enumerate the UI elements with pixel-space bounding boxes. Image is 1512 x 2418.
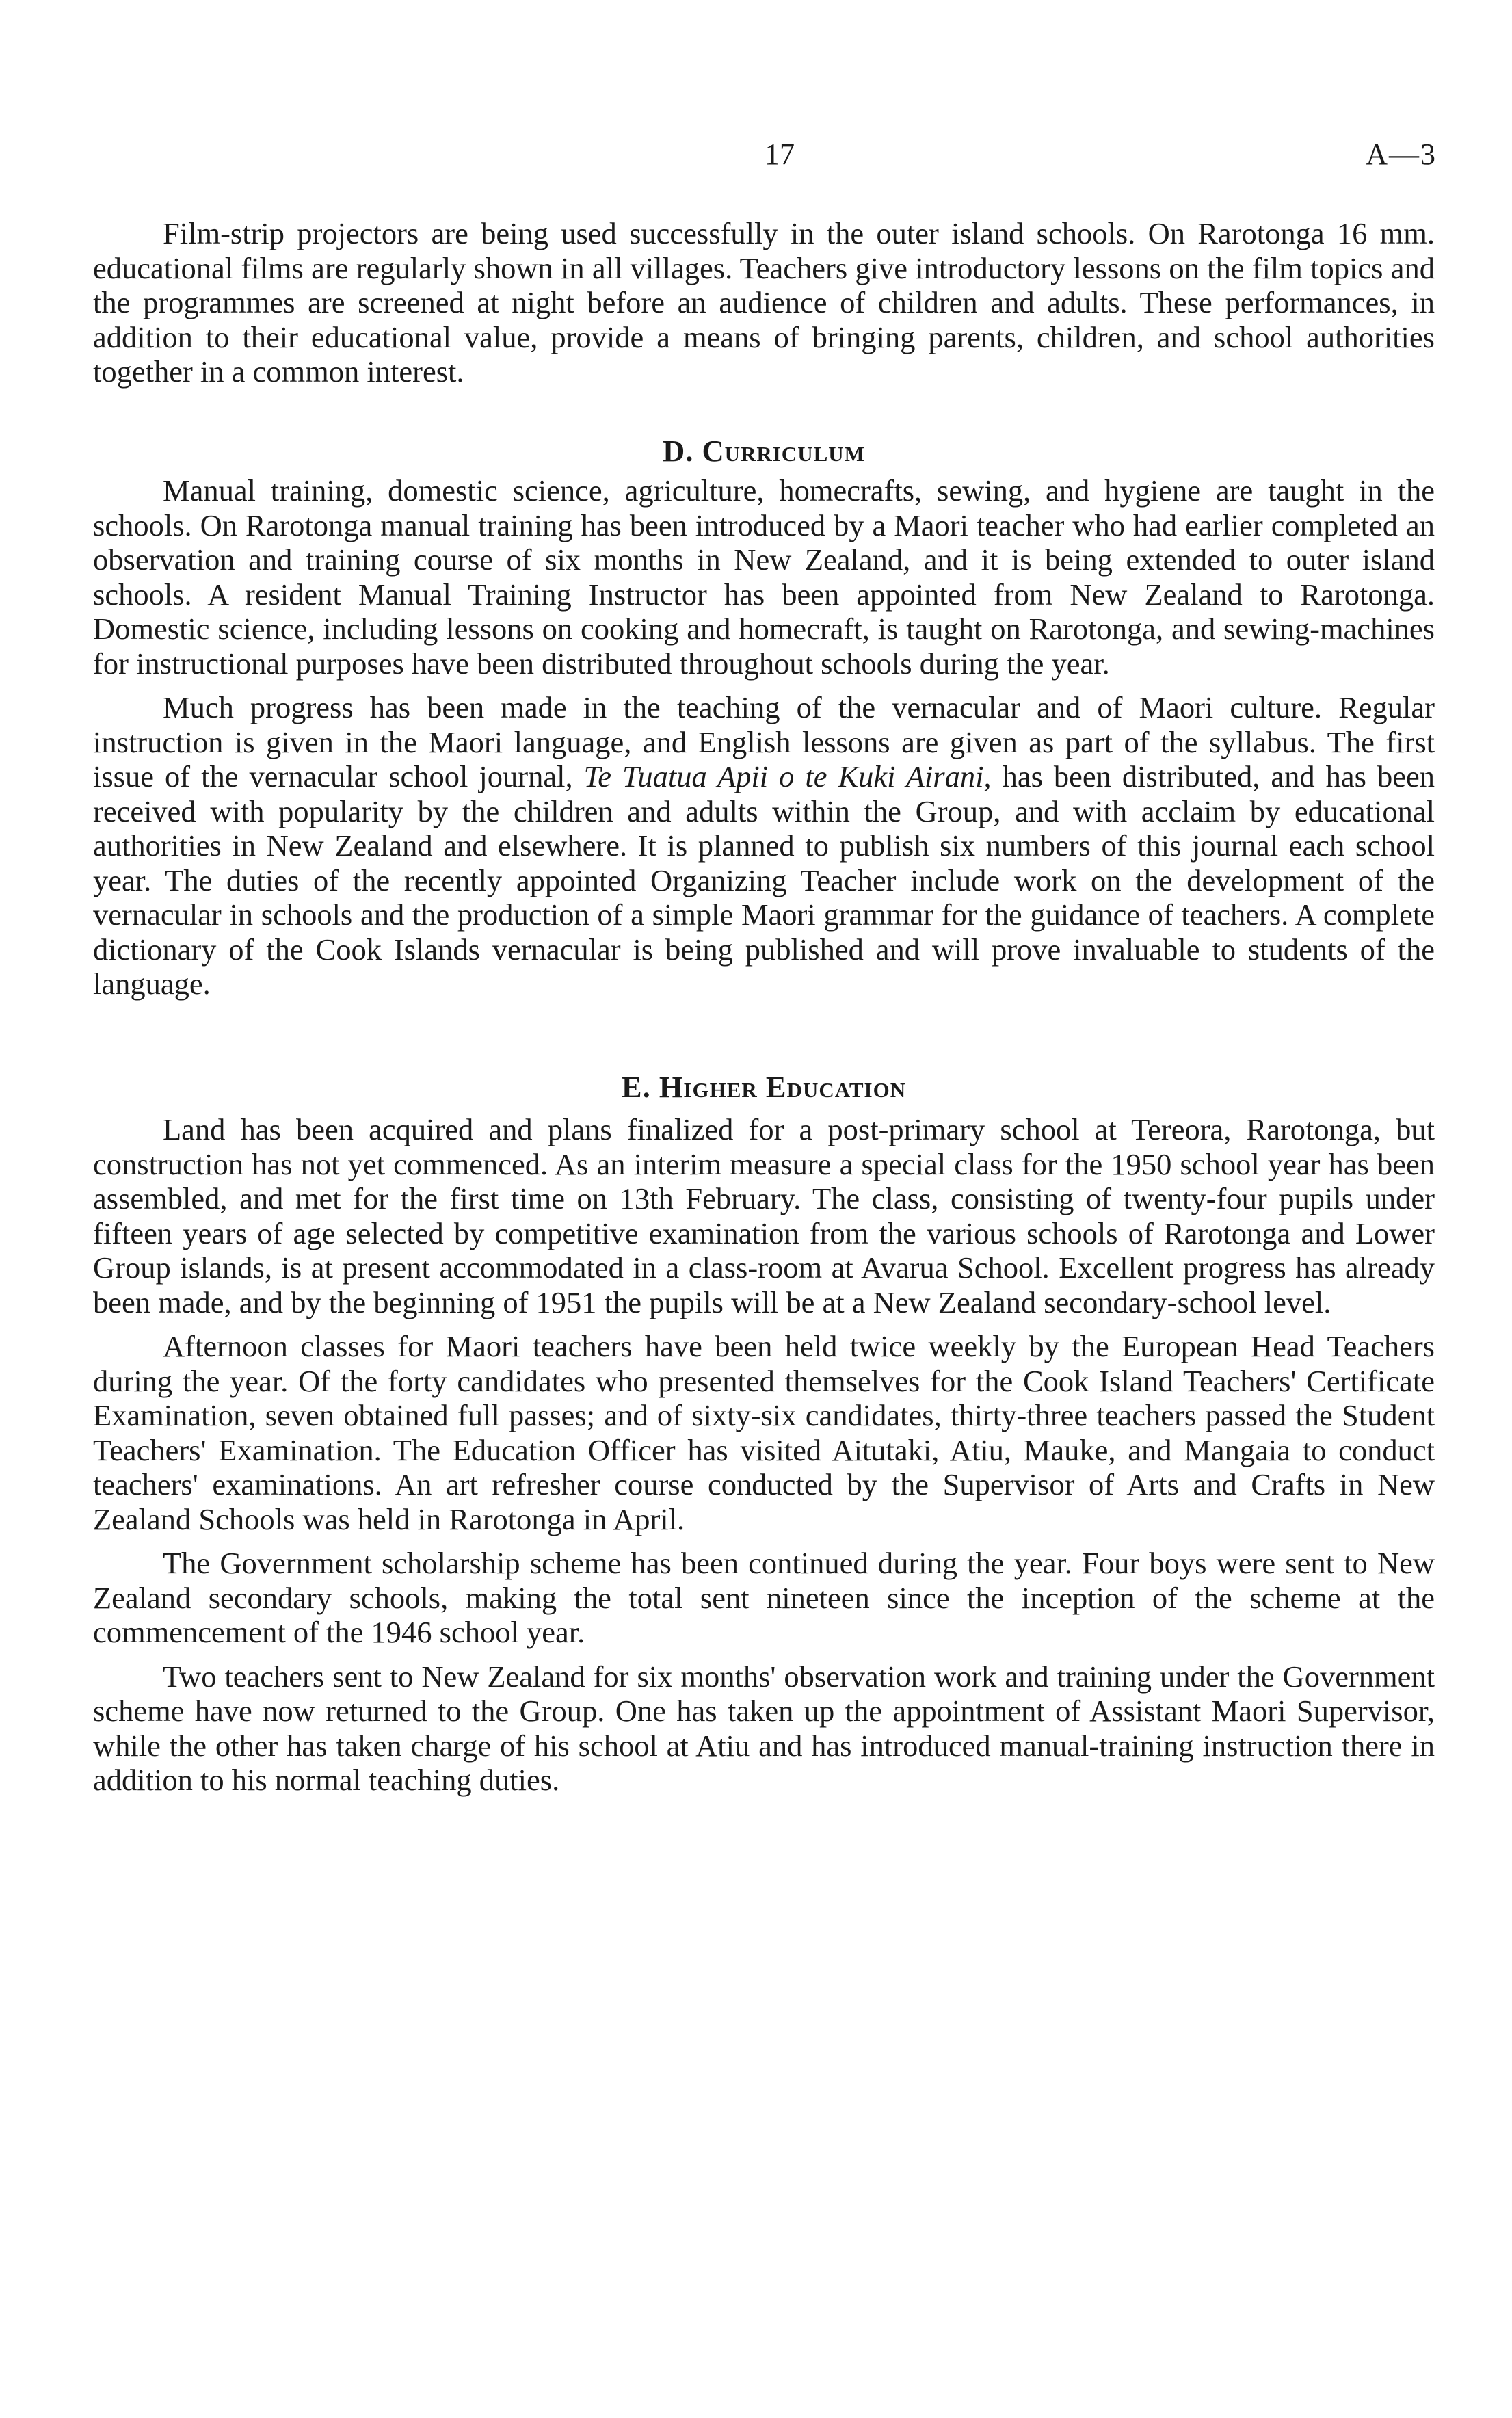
- paragraph-higher-education-4: Two teachers sent to New Zealand for six months' observation work and training under the Government scheme have now returned to the Group. One has taken up the appointment of Assistant Maori Supervisor, while the other has taken charge of his school at Atiu and has introduced manual-training instruction there in addition to his normal teaching duties.: [93, 1659, 1435, 1797]
- paragraph-text: has been distributed, and has been received with popularity by the children and adults within the Group, and with acclaim by educational authorities in New Zealand and elsewhere. It is planned to publish six numbers of this journal each school year. The duties of the recently appointed Organizing Teacher include work on the development of the vernacular in schools and the production of a simple Maori grammar for the guidance of teachers. A complete dictionary of the Cook Islands vernacular is being published and will prove invaluable to students of the language.: [93, 759, 1435, 1001]
- paragraph-curriculum-1: Manual training, domestic science, agriculture, homecrafts, sewing, and hygiene are taught in the schools. On Rarotonga manual training has been introduced by a Maori teacher who had earlier completed an observation and training course of six months in New Zealand, and it is being extended to outer island schools. A resident Manual Training Instructor has been appointed from New Zealand to Rarotonga. Domestic science, including lessons on cooking and homecraft, is taught on Rarotonga, and sewing-machines for instructional purposes have been distributed throughout schools during the year.: [93, 473, 1435, 681]
- paragraph-higher-education-1: Land has been acquired and plans finalized for a post-primary school at Tereora, Rarotonga, but construction has not yet commenced. As an interim measure a special class for the 1950 school year has been assembled, and met for the first time on 13th February. The class, consisting of twenty-four pupils under fifteen years of age selected by competitive examination from the various schools of Rarotonga and Lower Group islands, is at present accommodated in a class-room at Avarua School. Excellent progress has already been made, and by the beginning of 1951 the pupils will be at a New Zealand secondary-school level.: [93, 1112, 1435, 1319]
- paragraph-text: Much progress has been made in the teaching of the vernacular and of Maori culture. Regular instruction is given in the Maori language, and English lessons are given as part of the syllabus. The first issue of the vernacular school journal,: [93, 690, 1435, 793]
- document-body: [93, 216, 1435, 1798]
- section-heading-curriculum: D. Curriculum: [663, 433, 865, 468]
- paper-reference: A—3: [1366, 137, 1437, 171]
- paragraph-higher-education-3: The Government scholarship scheme has been continued during the year. Four boys were sent to New Zealand secondary schools, making the total sent nineteen since the inception of the scheme at the commencement of the 1946 school year.: [93, 1546, 1435, 1649]
- paragraph-higher-education-2: Afternoon classes for Maori teachers have been held twice weekly by the European Head Teachers during the year. Of the forty candidates who presented themselves for the Cook Island Teachers' Certificate Examination, seven obtained full passes; and of sixty-six candidates, thirty-three teachers passed the Student Teachers' Examination. The Education Officer has visited Aitutaki, Atiu, Mauke, and Mangaia to conduct teachers' examinations. An art refresher course conducted by the Supervisor of Arts and Crafts in New Zealand Schools was held in Rarotonga in April.: [93, 1329, 1435, 1536]
- page-number: 17: [765, 137, 795, 171]
- paragraph-curriculum-2: [93, 690, 1435, 1001]
- journal-title: Te Tuatua Apii o te Kuki Airani,: [583, 759, 992, 793]
- section-heading-higher-education: E. Higher Education: [621, 1069, 907, 1104]
- page-header: [0, 137, 1512, 178]
- paragraph-film-strip: Film-strip projectors are being used successfully in the outer island schools. On Rarotonga 16 mm. educational films are regularly shown in all villages. Teachers give introductory lessons on the film topics and the programmes are screened at night before an audience of children and adults. These performances, in addition to their educational value, provide a means of bringing parents, children, and school authorities together in a common interest.: [93, 216, 1435, 389]
